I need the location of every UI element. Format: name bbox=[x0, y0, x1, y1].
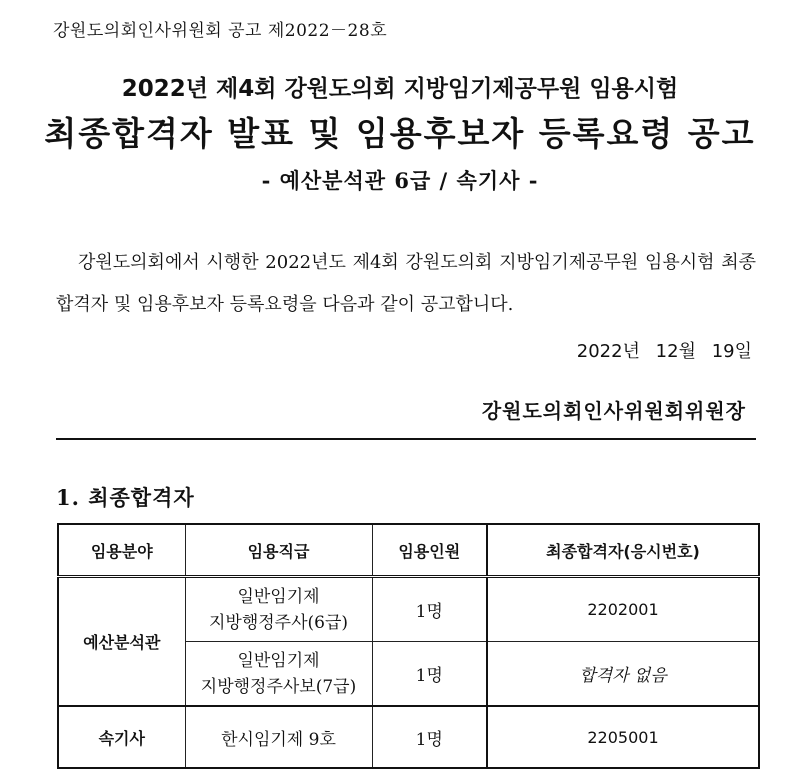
grade-line-2: 지방행정주사(6급) bbox=[208, 612, 349, 633]
notice-date: 2022년 12월 19일 bbox=[576, 341, 752, 362]
cell-count: 1명 bbox=[372, 577, 487, 642]
cell-count: 1명 bbox=[372, 642, 487, 707]
divider bbox=[56, 438, 756, 440]
body-text: 강원도의회에서 시행한 2022년도 제4회 강원도의회 지방임기제공무원 임용시험 최종합격자 및 임용후보자 등록요령을 다음과 같이 공고합니다. bbox=[56, 252, 756, 315]
grade-line-1: 일반임기제 bbox=[237, 586, 320, 607]
grade-line-2: 지방행정주사보(7급) bbox=[200, 676, 357, 697]
title-line-1: 2022년 제4회 강원도의회 지방임기제공무원 임용시험 bbox=[121, 76, 679, 102]
cell-field: 예산분석관 bbox=[58, 577, 185, 707]
signer: 강원도의회인사위원회위원장 bbox=[481, 399, 746, 423]
cell-passer: 2202001 bbox=[487, 577, 759, 642]
cell-passer: 합격자 없음 bbox=[487, 642, 759, 707]
cell-field: 속기사 bbox=[58, 706, 185, 768]
table-row bbox=[58, 577, 759, 642]
cell-grade bbox=[185, 642, 372, 707]
cell-grade bbox=[185, 577, 372, 642]
subtitle: - 예산분석관 6급 / 속기사 - bbox=[261, 168, 539, 193]
cell-grade: 한시임기제 9호 bbox=[185, 706, 372, 768]
table-row bbox=[58, 706, 759, 768]
final-passers-table bbox=[57, 523, 760, 769]
notice-number: 강원도의회인사위원회 공고 제2022－28호 bbox=[53, 21, 388, 41]
header-grade: 임용직급 bbox=[185, 524, 372, 577]
header-count: 임용인원 bbox=[372, 524, 487, 577]
table-header-row bbox=[58, 524, 759, 577]
cell-count: 1명 bbox=[372, 706, 487, 768]
header-passer: 최종합격자(응시번호) bbox=[487, 524, 759, 577]
grade-line-1: 일반임기제 bbox=[237, 650, 320, 671]
section-title-final-passers: 1. 최종합격자 bbox=[56, 485, 195, 510]
title-line-2: 최종합격자 발표 및 임용후보자 등록요령 공고 bbox=[44, 114, 756, 153]
cell-passer: 2205001 bbox=[487, 706, 759, 768]
body-paragraph bbox=[56, 242, 756, 326]
header-field: 임용분야 bbox=[58, 524, 185, 577]
